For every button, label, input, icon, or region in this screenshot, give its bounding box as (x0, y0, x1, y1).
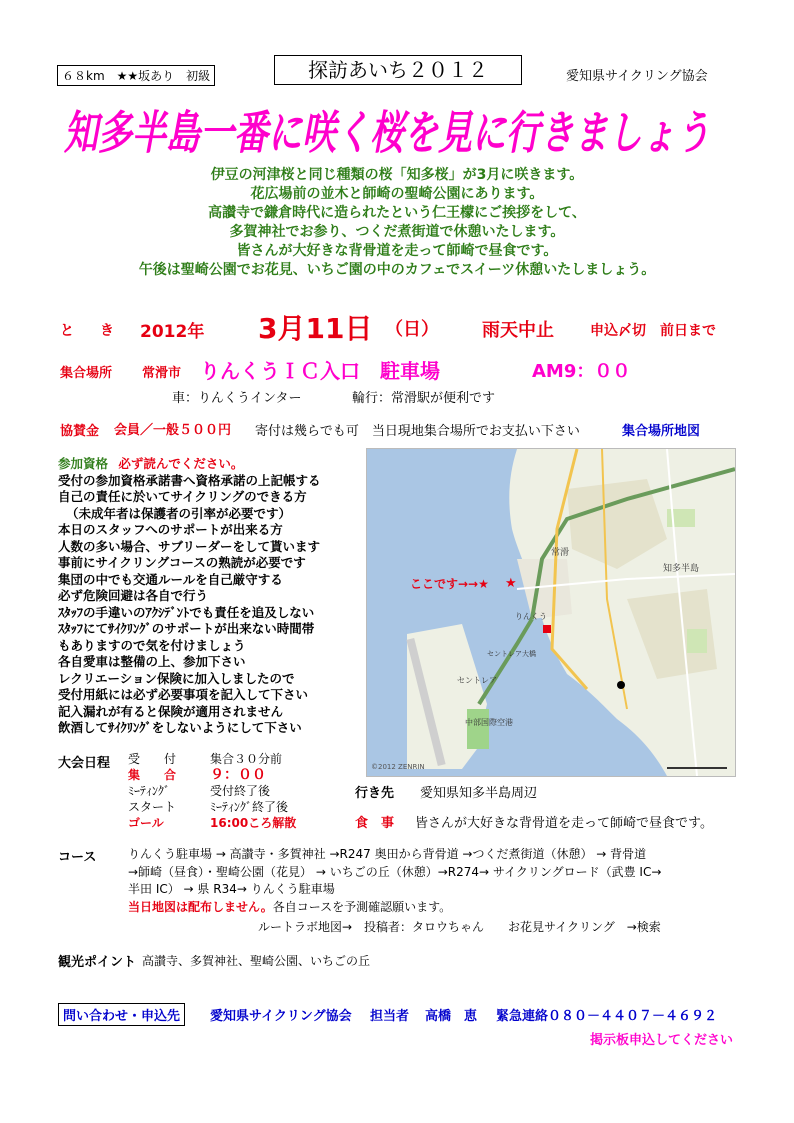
date-day: 3月11日 (258, 312, 373, 345)
map-label-tokoname: 常滑 (551, 548, 570, 558)
course-line: りんくう駐車場 → 高讃寺・多賀神社 →R247 奥田から背骨道 →つくだ煮街道（休憩） → 背骨道 (128, 847, 647, 861)
schedule-item: スタート ﾐｰﾃｨﾝｸﾞ終了後 (128, 800, 289, 814)
fee-note: 寄付は幾らでも可 当日現地集合場所でお支払い下さい (255, 424, 580, 439)
course-text (128, 846, 661, 916)
contact-person-label: 担当者 (370, 1009, 410, 1024)
schedule-item: 受 付 集合３０分前 (128, 752, 283, 766)
map-star: ★ (505, 576, 517, 591)
map-park (667, 509, 695, 527)
course-note-red: 当日地図は配布しません。 (128, 899, 273, 914)
intro-line: 午後は聖崎公園でお花見、いちご園の中のカフェでスイーツ休憩いたしましょう。 (138, 262, 656, 278)
map-park (687, 629, 707, 653)
meeting-map[interactable] (366, 448, 736, 777)
map-label-airport: 中部国際空港 (465, 718, 513, 727)
map-pointer: ここです→→★ (410, 577, 489, 591)
sights-label: 観光ポイント (58, 955, 137, 970)
qualification-line: 飲酒してｻｲｸﾘﾝｸﾞをしないようにして下さい (58, 720, 302, 735)
course-note-row (128, 899, 661, 917)
meeting-city: 常滑市 (142, 366, 182, 381)
map-label-bridge: セントレア大橋 (487, 650, 536, 658)
qualification-warning: 必ず読んでください。 (118, 456, 244, 471)
qualification-title-row (58, 456, 321, 473)
qualification-line: 人数の多い場合、サブリーダーをして貰います (58, 538, 321, 554)
course-note: 各自コースを予測確認願います。 (272, 899, 452, 914)
qualification-line: （未成年者は保護者の引率が必要です） (66, 505, 292, 521)
qualification-line: 受付用紙には必ず必要事項を記入して下さい (58, 687, 309, 702)
rain-notice: 雨天中止 (482, 320, 554, 341)
date-year: 2012年 (140, 322, 205, 342)
qualification-block (58, 456, 321, 737)
intro-line: 皆さんが大好きな背骨道を走って師崎で昼食です。 (236, 243, 558, 259)
map-copyright: ©2012 ZENRIN (371, 763, 425, 771)
date-weekday: （日） (385, 319, 439, 340)
schedule-label: 大会日程 (58, 756, 111, 771)
board-notice[interactable]: 掲示板申込してください (590, 1033, 734, 1048)
qualification-line: 各自愛車は整備の上、参加下さい (58, 654, 246, 669)
qualification-line: レクリエーション保険に加入しましたので (58, 670, 295, 686)
map-scale (667, 767, 727, 769)
map-graphic (367, 449, 735, 776)
map-label-centrair: セントレア (457, 676, 497, 685)
qualification-line: ｽﾀｯﾌにてｻｲｸﾘﾝｸﾞのサポートが出来ない時間帯 (58, 621, 315, 636)
intro-text (0, 166, 794, 280)
destination-value: 愛知県知多半島周辺 (420, 786, 538, 801)
sights-value: 高讃寺、多賀神社、聖崎公園、いちごの丘 (142, 954, 371, 968)
meeting-place: りんくうＩＣ入口 駐車場 (200, 359, 440, 383)
map-label-rinku: りんくう (515, 612, 547, 621)
qualification-line: 受付の参加資格承諾書へ資格承諾の上記帳する (58, 472, 321, 488)
fee-label: 協賛金 (60, 424, 100, 439)
qualification-line: ｽﾀｯﾌの手違いのｱｸｼﾃﾞﾝﾄでも責任を追及しない (58, 604, 315, 620)
course-line: →師崎（昼食）・聖崎公園（花見） → いちごの丘（休憩）→R274→ サイクリングロード（武豊 IC→ (128, 864, 662, 879)
meeting-time: AM9：００ (532, 361, 631, 382)
map-label-chita: 知多半島 (663, 564, 700, 574)
map-bridge (479, 619, 532, 704)
deadline-text: 申込〆切 前日まで (590, 323, 716, 339)
meal-value: 皆さんが大好きな背骨道を走って師崎で昼食です。 (415, 816, 713, 831)
qualification-line: 集団の中でも交通ルールを自己厳守する (58, 571, 283, 587)
series-title: 探訪あいち２０１２ (274, 55, 522, 85)
headline: 知多半島一番に咲く桜を見に行きましょう (64, 106, 710, 161)
qualification-line: 自己の責任に於いてサイクリングのできる方 (58, 489, 307, 504)
intro-line: 高讃寺で鎌倉時代に造られたという仁王檬にご挨拶をして、 (208, 205, 586, 221)
routelab-search[interactable]: ルートラボ地図→ 投稿者：タロウちゃん お花見サイクリング →検索 (258, 920, 661, 934)
access-train: 輪行：常滑駅が便利です (352, 391, 496, 406)
fee-amount: 会員／一般５００円 (114, 423, 232, 438)
course-line: 半田 IC） → 県 R34→ りんくう駐車場 (128, 882, 335, 896)
contact-phone: 緊急連絡０８０－４４０７－４６９２ (496, 1009, 718, 1024)
meeting-label: 集合場所 (60, 366, 113, 381)
intro-line: 花広場前の並木と師崎の聖崎公園にあります。 (250, 186, 544, 202)
schedule-list (128, 751, 296, 831)
meal-label: 食 事 (355, 816, 395, 831)
contact-person: 高橋 恵 (425, 1009, 478, 1024)
schedule-item: ゴール 16:00ころ解散 (128, 816, 297, 830)
organizer-name: 愛知県サイクリング協会 (566, 69, 708, 84)
difficulty-badge: ６８km ★★坂あり 初級 (57, 65, 215, 86)
map-marker (617, 681, 625, 689)
map-marker (543, 625, 551, 633)
map-link[interactable]: 集合場所地図 (622, 424, 701, 439)
schedule-item: 集 合 ９：００ (128, 767, 266, 783)
date-label: と き (60, 323, 120, 339)
qualification-line: 本日のスタッフへのサポートが出来る方 (58, 522, 283, 537)
destination-label: 行き先 (355, 786, 395, 801)
intro-line: 多賀神社でお参り、つくだ煮街道で休憩いたします。 (229, 224, 565, 240)
qualification-line: 必ず危険回避は各自で行う (58, 588, 209, 603)
contact-org: 愛知県サイクリング協会 (210, 1009, 352, 1024)
map-airport-park (467, 709, 489, 749)
contact-label: 問い合わせ・申込先 (58, 1003, 185, 1026)
access-car: 車：りんくうインター (172, 391, 302, 406)
qualification-line: もありますので気を付けましょう (58, 637, 246, 653)
intro-line: 伊豆の河津桜と同じ種類の桜「知多桜」が3月に咲きます。 (210, 167, 584, 183)
schedule-item: ﾐｰﾃｨﾝｸﾞ 受付終了後 (128, 784, 271, 798)
qualification-line: 記入漏れが有ると保険が適用されません (58, 703, 284, 719)
qualification-title: 参加資格 (58, 456, 109, 471)
course-label: コース (58, 850, 97, 865)
qualification-line: 事前にサイクリングコースの熟読が必要です (58, 555, 306, 570)
